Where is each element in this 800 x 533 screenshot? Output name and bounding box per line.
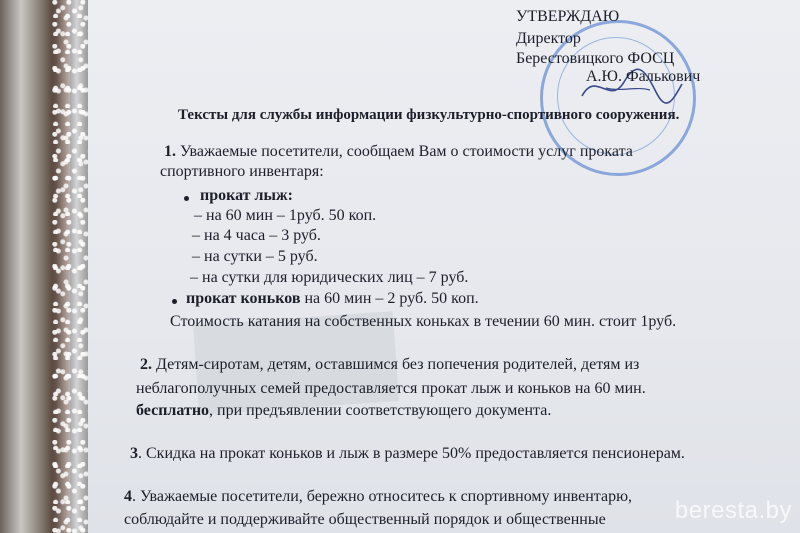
item1-line2: спортивного инвентаря: <box>160 163 324 180</box>
ski-rate-4: – на сутки для юридических лиц – 7 руб. <box>190 269 469 286</box>
item2-number: 2. <box>140 356 152 373</box>
approval-approve: УТВЕРЖДАЮ <box>516 8 620 25</box>
ski-label: прокат лыж: <box>200 187 293 204</box>
approval-org: Берестовицкого ФОСЦ <box>516 50 675 67</box>
item3-number: 3 <box>130 445 138 462</box>
item3-line <box>130 445 685 463</box>
item2-line3 <box>136 402 551 420</box>
skates-rate: на 60 мин – 2 руб. 50 коп. <box>300 290 479 307</box>
skates-label: прокат коньков <box>186 290 301 307</box>
bullet-ski <box>184 196 189 201</box>
document-title: Тексты для службы информации физкультурно-спортивного сооружения. <box>178 107 680 123</box>
item1-text <box>164 143 633 161</box>
item4-line1 <box>124 488 632 506</box>
item1-number: 1. <box>164 143 176 160</box>
item1-line1: Уважаемые посетители, сообщаем Вам о стоимости услуг проката <box>180 143 633 160</box>
item4-number: 4 <box>124 488 132 505</box>
item2-line1 <box>140 356 639 374</box>
own-skates-line: Стоимость катания на собственных коньках в течении 60 мин. стоит 1руб. <box>170 313 677 330</box>
item3-text: . Скидка на прокат коньков и лыж в размере 50% предоставляется пенсионерам. <box>138 445 685 462</box>
bullet-skates <box>172 299 177 304</box>
ski-rate-1: – на 60 мин – 1руб. 50 коп. <box>194 207 377 224</box>
item4-line2: соблюдайте и поддерживайте общественный порядок и общественные <box>124 511 606 528</box>
item2-free: бесплатно <box>136 402 210 419</box>
notice-sheet <box>88 0 800 533</box>
skates-line <box>186 290 479 308</box>
item2-line1-text: Детям-сиротам, детям, оставшимся без попечения родителей, детям из <box>152 356 640 373</box>
item2-line2: неблагополучных семей предоставляется прокат лыж и коньков на 60 мин. <box>136 380 646 397</box>
approval-signer: А.Ю. Фалькович <box>586 68 701 85</box>
ski-rate-2: – на 4 часа – 3 руб. <box>192 227 321 244</box>
watermark: beresta.by <box>674 497 792 524</box>
ski-rate-3: – на сутки – 5 руб. <box>192 248 318 265</box>
item4-line1-text: . Уважаемые посетители, бережно относитесь к спортивному инвентарю, <box>132 488 633 505</box>
approval-position: Директор <box>516 30 581 47</box>
item2-line3-text: , при предъявлении соответствующего документа. <box>209 402 552 419</box>
